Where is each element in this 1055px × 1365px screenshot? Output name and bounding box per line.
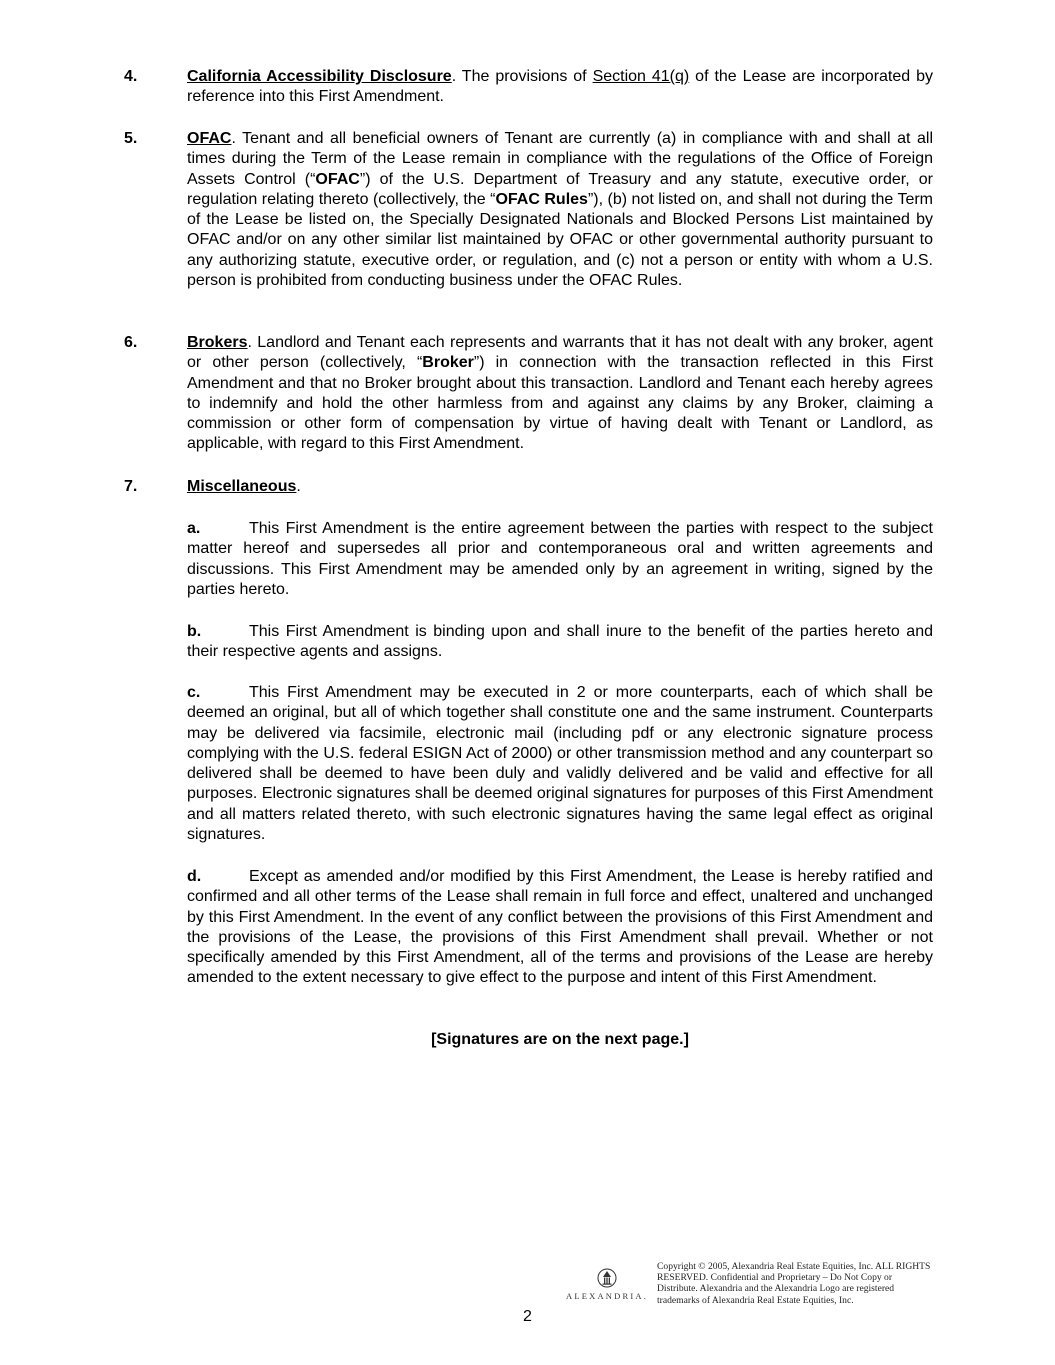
section-6-term-broker: Broker: [422, 354, 474, 372]
alexandria-wordmark: ALEXANDRIA.: [566, 1291, 649, 1301]
section-5-paragraph: [187, 129, 933, 291]
alexandria-emblem-icon: [597, 1268, 617, 1288]
section-7b-paragraph: [187, 622, 933, 663]
section-5-heading: OFAC: [187, 130, 232, 147]
section-7a-text: This First Amendment is the entire agreement between the parties with respect to the subject matter hereof and supersedes all prior and contemporaneous oral and written agreements and discussions. This First Amendment may be amended only by an agreement in writing, signed by the parties hereto.: [187, 520, 933, 598]
section-7d-paragraph: [187, 867, 933, 989]
page-number: 2: [523, 1308, 532, 1325]
section-6-paragraph: [187, 333, 933, 455]
section-4-number: 4.: [124, 68, 138, 85]
section-6-text-b: ”) in connection with the transaction reflected in this First Amendment and that no Broker brought about this transaction. Landlord and Tenant each hereby agrees to indemnify and hold the other harmless from and against any claims by any Broker, claiming a commission or other form of compensation by virtue of having dealt with Tenant or Landlord, as applicable, with regard to this First Amendment.: [187, 354, 934, 453]
section-4-heading: California Accessibility Disclosure: [187, 68, 452, 85]
footer-copyright: Copyright © 2005, Alexandria Real Estate Equities, Inc. ALL RIGHTS RESERVED. Confidential and Proprietary – Do Not Copy or Distribute. Alexandria and the Alexandria Logo are registered trademarks of Alexandria Real Estate Equities, Inc.: [657, 1261, 931, 1306]
section-7-number: 7.: [124, 478, 138, 495]
section-5-text-a: . Tenant and all beneficial owners of Tenant are currently (a) in compliance with and shall at all times during the Term of the Lease remain in compliance with the regulations of the Office of Foreign Assets Control (“: [187, 130, 933, 188]
section-7c-label: c.: [187, 684, 201, 701]
section-5-text-b: ”) of the U.S. Department of Treasury and any statute, executive order, or regulation relating thereto (collectively, the “: [187, 170, 933, 208]
section-5-text-c: ”), (b) not listed on, and shall not during the Term of the Lease be listed on, the Specially Designated Nationals and Blocked Persons List maintained by OFAC and/or on any other similar list maintained by OFAC or other governmental authority pursuant to any authorizing statute, executive order, or regulation, and (c) not a person or entity with whom a U.S. person is prohibited from conducting business under the OFAC Rules.: [187, 190, 933, 290]
section-7-heading-line: [187, 477, 933, 497]
section-4-text-b: of the Lease are incorporated by reference into this First Amendment.: [187, 68, 933, 106]
section-6-heading: Brokers: [187, 334, 248, 351]
section-7-heading: Miscellaneous: [187, 478, 297, 495]
section-4-text-a: . The provisions of: [451, 68, 593, 85]
section-7c-paragraph: [187, 683, 933, 845]
section-4-paragraph: [187, 67, 933, 108]
section-5-term-ofac: OFAC: [315, 170, 360, 188]
section-5-number: 5.: [124, 130, 138, 147]
section-7-heading-end: .: [296, 478, 301, 495]
section-5-term-ofac-rules: OFAC Rules: [495, 190, 588, 208]
section-7d-label: d.: [187, 868, 202, 885]
section-7b-label: b.: [187, 623, 202, 640]
section-6-text-a: . Landlord and Tenant each represents and warrants that it has not dealt with any broker, agent or other person (collectively, “: [187, 334, 933, 372]
section-6-number: 6.: [124, 334, 138, 351]
section-7c-text: This First Amendment may be executed in 2 or more counterparts, each of which shall be deemed an original, but all of which together shall constitute one and the same instrument. Counterparts may be delivered via facsimile, electronic mail (including pdf or any electronic signature process complying with the U.S. federal ESIGN Act of 2000) or other transmission method and any counterpart so delivered shall be deemed to have been duly and validly delivered and be valid and effective for all purposes. Electronic signatures shall be deemed original signatures for purposes of this First Amendment and all matters related thereto, with such electronic signatures having the same legal effect as original signatures.: [187, 684, 933, 844]
section-7d-text: Except as amended and/or modified by this First Amendment, the Lease is hereby ratified and confirmed and all other terms of the Lease shall remain in full force and effect, unaltered and unchanged by this First Amendment. In the event of any conflict between the provisions of this First Amendment and the provisions of the Lease, the provisions of this First Amendment shall prevail. Whether or not specifically amended by this First Amendment, all of the terms and provisions of the Lease are hereby amended to the extent necessary to give effect to the purpose and intent of this First Amendment.: [187, 868, 933, 987]
section-7b-text: This First Amendment is binding upon and shall inure to the benefit of the parties hereto and their respective agents and assigns.: [187, 623, 933, 661]
alexandria-logo: [566, 1268, 650, 1306]
section-4-reference: Section 41(q): [592, 68, 690, 85]
signature-note: [Signatures are on the next page.]: [431, 1031, 689, 1048]
section-7a-paragraph: [187, 519, 933, 600]
section-7a-label: a.: [187, 520, 201, 537]
